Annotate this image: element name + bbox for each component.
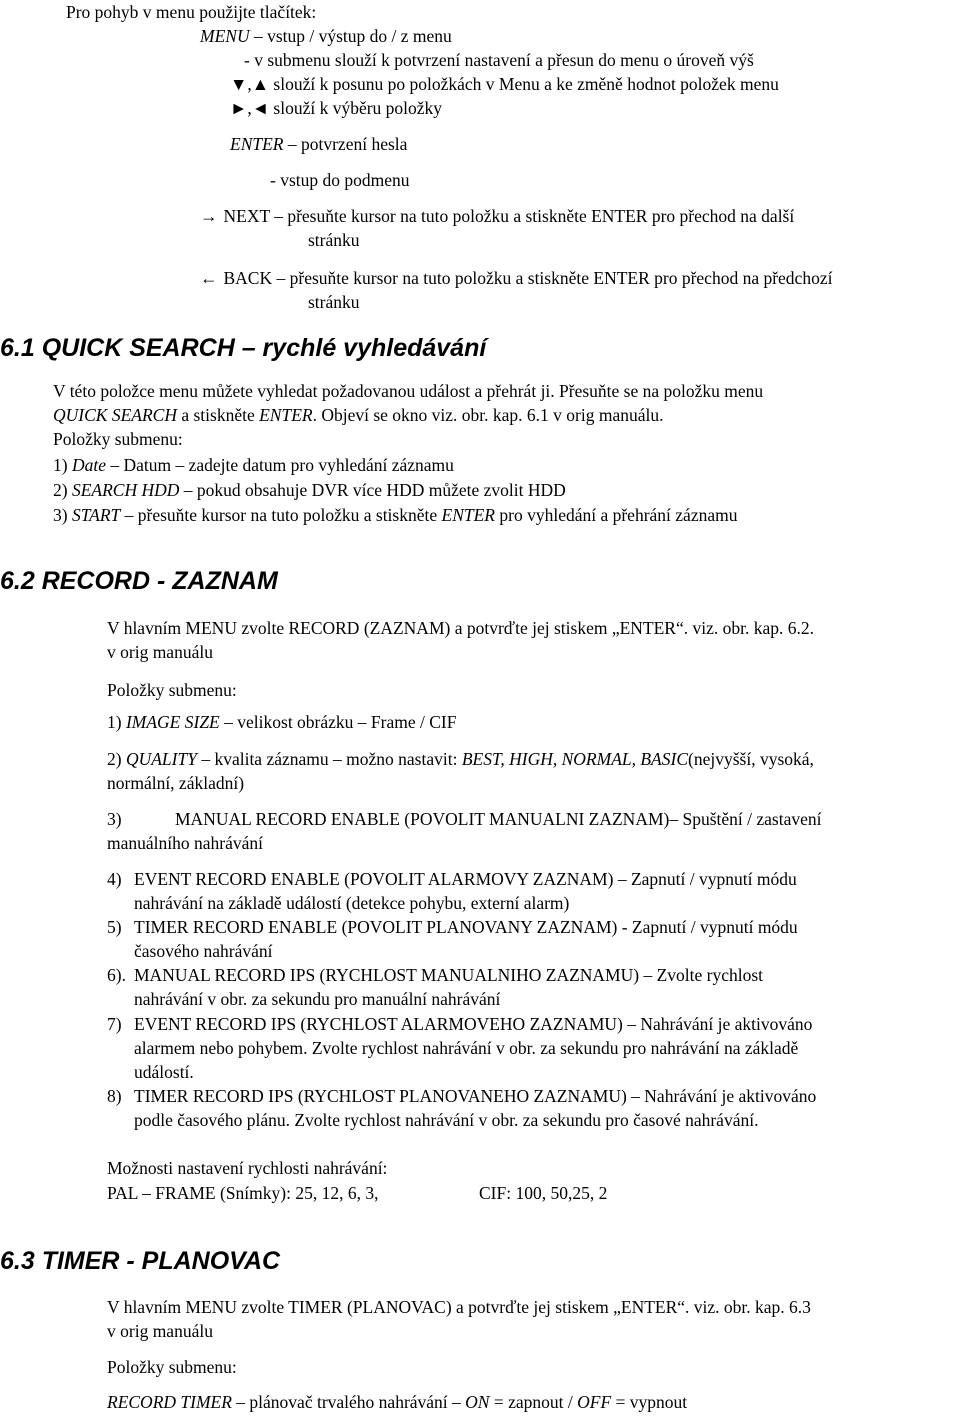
s62-item-6-cont: nahrávání v obr. za sekundu pro manuální nahrávání: [134, 989, 501, 1009]
enter-dash: –: [283, 134, 301, 154]
s61-l2-text: a stiskněte: [176, 405, 260, 425]
s62-item-7: EVENT RECORD IPS (RYCHLOST ALARMOVEHO ZAZNAMU) – Nahrávání je aktivováno: [134, 1014, 813, 1034]
s62-item-7-cont: alarmem nebo pohybem. Zvolte rychlost nahrávání v obr. za sekundu pro nahrávání na základě: [134, 1038, 799, 1058]
quality-options-cz: (nejvyšší, vysoká,: [688, 749, 814, 769]
item-term: Date: [71, 455, 106, 475]
enter-key: ENTER: [230, 134, 284, 154]
item-number: 3): [53, 505, 72, 525]
s62-item-5: TIMER RECORD ENABLE (POVOLIT PLANOVANY ZAZNAM) - Zapnutí / vypnutí módu: [134, 917, 798, 937]
s62-item-6: MANUAL RECORD IPS (RYCHLOST MANUALNIHO ZAZNAMU) – Zvolte rychlost: [134, 965, 764, 985]
s62-item-8-number: 8): [107, 1086, 122, 1106]
s62-item-5-number: 5): [107, 917, 122, 937]
left-arrow-icon: ←: [200, 268, 218, 288]
s62-item-1: [107, 711, 456, 733]
section-6-3-heading: 6.3 TIMER - PLANOVAC: [0, 1247, 281, 1275]
next-line: [200, 205, 794, 227]
s62-item-7-number: 7): [107, 1014, 122, 1034]
item-desc-tail: pro vyhledání a přehrání záznamu: [495, 505, 738, 525]
s63-line-1: V hlavním MENU zvolte TIMER (PLANOVAC) a potvrďte jej stiskem „ENTER“. viz. obr. kap. 6.3: [107, 1297, 811, 1317]
record-timer-term: RECORD TIMER: [107, 1392, 232, 1412]
section-6-2-heading: 6.2 RECORD - ZAZNAM: [0, 567, 278, 595]
next-line-cont: stránku: [308, 230, 360, 250]
item-number: 1): [53, 455, 72, 475]
s62-submenu-label: Položky submenu:: [107, 680, 237, 700]
item-desc: – Datum – zadejte datum pro vyhledání záznamu: [105, 455, 454, 475]
s62-line-2: v orig manuálu: [107, 642, 213, 662]
s61-line-1: V této položce menu můžete vyhledat požadovanou událost a přehrát ji. Přesuňte se na položku menu: [53, 381, 764, 401]
s62-item-4-number: 4): [107, 869, 122, 889]
enter-submenu-line: - vstup do podmenu: [270, 170, 410, 190]
off-desc: = vypnout: [611, 1392, 688, 1412]
s62-item-7-cont2: událostí.: [134, 1062, 194, 1082]
s62-item-3: MANUAL RECORD ENABLE (POVOLIT MANUALNI ZAZNAM)– Spuštění / zastavení: [175, 809, 822, 829]
s62-item-8: TIMER RECORD IPS (RYCHLOST PLANOVANEHO ZAZNAMU) – Nahrávání je aktivováno: [134, 1086, 817, 1106]
item-desc: – přesuňte kursor na tuto položku a stiskněte: [120, 505, 442, 525]
on-desc: = zapnout /: [489, 1392, 578, 1412]
back-line-cont: stránku: [308, 292, 360, 312]
enter-key-line: [230, 133, 407, 155]
s62-item-2-cont: normální, základní): [107, 773, 245, 793]
back-line: [200, 267, 832, 289]
s62-item-4-cont: nahrávání na základě událostí (detekce pohybu, externí alarm): [134, 893, 570, 913]
item-desc: – kvalita záznamu – možno nastavit:: [196, 749, 462, 769]
item-desc: – pokud obsahuje DVR více HDD můžete zvolit HDD: [179, 480, 566, 500]
item-term: SEARCH HDD: [71, 480, 180, 500]
s61-item-3: [53, 504, 737, 526]
rightleft-line: ►,◄ slouží k výběru položky: [230, 98, 443, 118]
intro-heading: Pro pohyb v menu použijte tlačítek:: [66, 2, 317, 22]
s61-item-2: [53, 479, 566, 501]
item-term: START: [71, 505, 121, 525]
s63-submenu-label: Položky submenu:: [107, 1357, 237, 1377]
s62-item-6-number: 6).: [107, 965, 126, 985]
s62-item-8-cont: podle časového plánu. Zvolte rychlost nahrávání v obr. za sekundu pro časové nahrávání.: [134, 1110, 759, 1130]
s61-line-2: [53, 404, 664, 426]
s62-line-1: V hlavním MENU zvolte RECORD (ZAZNAM) a potvrďte jej stiskem „ENTER“. viz. obr. kap. 6.2.: [107, 618, 814, 638]
menu-key: MENU: [200, 26, 250, 46]
menu-desc: vstup / výstup do / z menu: [267, 26, 452, 46]
enter-term: ENTER: [441, 505, 495, 525]
section-6-1-heading: 6.1 QUICK SEARCH – rychlé vyhledávání: [0, 334, 487, 362]
s62-pal-options: PAL – FRAME (Snímky): 25, 12, 6, 3,: [107, 1183, 379, 1203]
menu-key-line: [200, 25, 452, 47]
s63-record-timer: [107, 1391, 687, 1413]
item-number: 2): [107, 749, 126, 769]
back-desc: BACK – přesuňte kursor na tuto položku a stiskněte ENTER pro přechod na předchozí: [223, 268, 833, 288]
menu-dash: –: [249, 26, 268, 46]
s62-item-5-cont: časového nahrávání: [134, 941, 273, 961]
next-desc: NEXT – přesuňte kursor na tuto položku a stiskněte ENTER pro přechod na další: [223, 206, 795, 226]
on-term: ON: [465, 1392, 490, 1412]
s61-submenu-label: Položky submenu:: [53, 429, 183, 449]
enter-desc: potvrzení hesla: [300, 134, 408, 154]
s62-cif-options: CIF: 100, 50,25, 2: [479, 1183, 608, 1203]
item-desc: – velikost obrázku – Frame / CIF: [219, 712, 457, 732]
s61-l2-tail: . Objeví se okno viz. obr. kap. 6.1 v orig manuálu.: [312, 405, 664, 425]
off-term: OFF: [577, 1392, 612, 1412]
s62-item-3-number: 3): [107, 809, 122, 829]
quick-search-term: QUICK SEARCH: [53, 405, 177, 425]
enter-term: ENTER: [259, 405, 313, 425]
item-term: QUALITY: [125, 749, 197, 769]
s62-item-4: EVENT RECORD ENABLE (POVOLIT ALARMOVY ZAZNAM) – Zapnutí / vypnutí módu: [134, 869, 797, 889]
updown-line: ▼,▲ slouží k posunu po položkách v Menu a ke změně hodnot položek menu: [230, 74, 779, 94]
item-number: 2): [53, 480, 72, 500]
item-term: IMAGE SIZE: [125, 712, 220, 732]
s62-item-2: [107, 748, 814, 770]
s62-item-3-cont: manuálního nahrávání: [107, 833, 263, 853]
record-timer-desc: – plánovač trvalého nahrávání –: [231, 1392, 466, 1412]
submenu-line: - v submenu slouží k potvrzení nastavení a přesun do menu o úroveň výš: [244, 50, 754, 70]
s62-options-label: Možnosti nastavení rychlosti nahrávání:: [107, 1158, 388, 1178]
s61-item-1: [53, 454, 454, 476]
quality-options: BEST, HIGH, NORMAL, BASIC: [461, 749, 688, 769]
item-number: 1): [107, 712, 126, 732]
right-arrow-icon: →: [200, 206, 218, 226]
s63-line-2: v orig manuálu: [107, 1321, 213, 1341]
